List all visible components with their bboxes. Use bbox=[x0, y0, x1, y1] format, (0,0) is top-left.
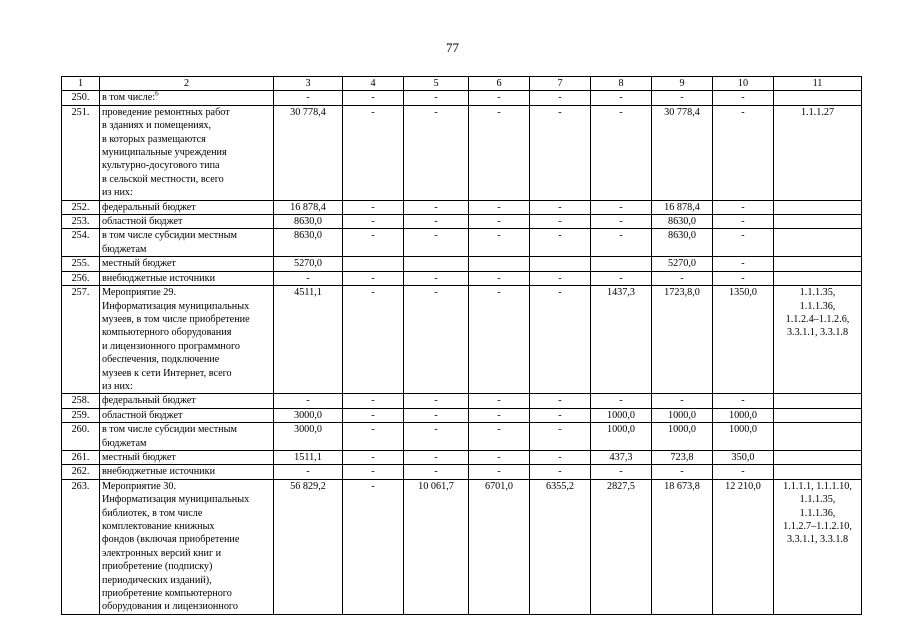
value-cell-col-7: - bbox=[530, 271, 591, 285]
row-number: 261. bbox=[62, 450, 100, 464]
budget-table-container bbox=[61, 76, 861, 615]
column-header-6: 6 bbox=[469, 77, 530, 91]
value-cell-col-8: - bbox=[591, 105, 652, 200]
value-cell-col-3: 8630,0 bbox=[274, 215, 343, 229]
column-header-7: 7 bbox=[530, 77, 591, 91]
value-cell-col-4: - bbox=[343, 423, 404, 451]
value-cell-col-7: - bbox=[530, 423, 591, 451]
value-cell-col-10: - bbox=[713, 215, 774, 229]
value-cell-col-5: - bbox=[404, 394, 469, 408]
value-cell-col-8: 1437,3 bbox=[591, 286, 652, 394]
value-cell-col-4: - bbox=[343, 450, 404, 464]
row-number: 263. bbox=[62, 479, 100, 614]
value-cell-col-3: - bbox=[274, 91, 343, 105]
value-cell-col-4: - bbox=[343, 200, 404, 214]
column-header-4: 4 bbox=[343, 77, 404, 91]
table-row bbox=[62, 286, 862, 394]
value-cell-col-5: - bbox=[404, 215, 469, 229]
header-row bbox=[62, 77, 862, 91]
row-number: 259. bbox=[62, 408, 100, 422]
value-cell-col-9: - bbox=[652, 465, 713, 479]
row-name-text: в том числе: bbox=[102, 92, 156, 104]
row-name bbox=[100, 450, 274, 464]
value-cell-col-6: - bbox=[469, 450, 530, 464]
table-row bbox=[62, 394, 862, 408]
indicator-codes bbox=[774, 271, 862, 285]
value-cell-col-4: - bbox=[343, 271, 404, 285]
value-cell-col-10: - bbox=[713, 394, 774, 408]
value-cell-col-4 bbox=[343, 257, 404, 271]
value-cell-col-6: - bbox=[469, 394, 530, 408]
value-cell-col-6: - bbox=[469, 286, 530, 394]
value-cell-col-3: 56 829,2 bbox=[274, 479, 343, 614]
value-cell-col-6: - bbox=[469, 465, 530, 479]
table-row bbox=[62, 271, 862, 285]
table-row bbox=[62, 257, 862, 271]
value-cell-col-5: - bbox=[404, 423, 469, 451]
value-cell-col-9: 16 878,4 bbox=[652, 200, 713, 214]
column-header-3: 3 bbox=[274, 77, 343, 91]
value-cell-col-5: 10 061,7 bbox=[404, 479, 469, 614]
value-cell-col-4: - bbox=[343, 229, 404, 257]
value-cell-col-9: 5270,0 bbox=[652, 257, 713, 271]
column-header-10: 10 bbox=[713, 77, 774, 91]
value-cell-col-7: 6355,2 bbox=[530, 479, 591, 614]
value-cell-col-8: - bbox=[591, 91, 652, 105]
row-name-text: Мероприятие 30. Информатизация муниципальных библиотек, в том числе комплектование книжных фондов (включая приобретение электронных версий книг и приобретение (подписку) периодических изданий), приобретение компьютерного оборудования и лицензионного bbox=[102, 480, 250, 613]
column-header-1: 1 bbox=[62, 77, 100, 91]
value-cell-col-8: 2827,5 bbox=[591, 479, 652, 614]
value-cell-col-10: 12 210,0 bbox=[713, 479, 774, 614]
value-cell-col-6: - bbox=[469, 91, 530, 105]
value-cell-col-6: - bbox=[469, 215, 530, 229]
value-cell-col-3: 30 778,4 bbox=[274, 105, 343, 200]
value-cell-col-7: - bbox=[530, 215, 591, 229]
indicator-codes bbox=[774, 465, 862, 479]
value-cell-col-8: - bbox=[591, 200, 652, 214]
indicator-codes bbox=[774, 450, 862, 464]
value-cell-col-6: - bbox=[469, 105, 530, 200]
value-cell-col-6: - bbox=[469, 200, 530, 214]
row-number: 262. bbox=[62, 465, 100, 479]
value-cell-col-4: - bbox=[343, 215, 404, 229]
footnote-marker: 6 bbox=[155, 90, 159, 99]
table-row bbox=[62, 465, 862, 479]
value-cell-col-9: 8630,0 bbox=[652, 215, 713, 229]
value-cell-col-9: - bbox=[652, 271, 713, 285]
value-cell-col-9: 723,8 bbox=[652, 450, 713, 464]
budget-table bbox=[61, 76, 862, 615]
value-cell-col-5: - bbox=[404, 229, 469, 257]
row-name bbox=[100, 271, 274, 285]
value-cell-col-6: - bbox=[469, 229, 530, 257]
row-name bbox=[100, 200, 274, 214]
row-name bbox=[100, 215, 274, 229]
value-cell-col-3: - bbox=[274, 271, 343, 285]
value-cell-col-9: - bbox=[652, 91, 713, 105]
value-cell-col-5: - bbox=[404, 200, 469, 214]
value-cell-col-8: 437,3 bbox=[591, 450, 652, 464]
row-name-text: областной бюджет bbox=[102, 216, 183, 228]
row-name bbox=[100, 479, 274, 614]
value-cell-col-10: - bbox=[713, 465, 774, 479]
value-cell-col-3: 1511,1 bbox=[274, 450, 343, 464]
value-cell-col-10: - bbox=[713, 257, 774, 271]
indicator-codes: 1.1.1.1, 1.1.1.10, 1.1.1.35, 1.1.1.36, 1.1.2.7–1.1.2.10, 3.3.1.1, 3.3.1.8 bbox=[774, 479, 862, 614]
value-cell-col-7: - bbox=[530, 200, 591, 214]
value-cell-col-5 bbox=[404, 257, 469, 271]
value-cell-col-8: 1000,0 bbox=[591, 423, 652, 451]
indicator-codes bbox=[774, 215, 862, 229]
value-cell-col-3: 16 878,4 bbox=[274, 200, 343, 214]
row-name-text: федеральный бюджет bbox=[102, 395, 196, 407]
column-header-11: 11 bbox=[774, 77, 862, 91]
indicator-codes bbox=[774, 394, 862, 408]
row-name bbox=[100, 257, 274, 271]
value-cell-col-7: - bbox=[530, 465, 591, 479]
value-cell-col-7: - bbox=[530, 394, 591, 408]
row-number: 252. bbox=[62, 200, 100, 214]
row-number: 251. bbox=[62, 105, 100, 200]
row-name bbox=[100, 105, 274, 200]
value-cell-col-9: 1723,8,0 bbox=[652, 286, 713, 394]
table-row bbox=[62, 479, 862, 614]
table-row bbox=[62, 91, 862, 105]
row-number: 260. bbox=[62, 423, 100, 451]
indicator-codes bbox=[774, 423, 862, 451]
row-name-text: областной бюджет bbox=[102, 409, 183, 421]
value-cell-col-9: - bbox=[652, 394, 713, 408]
value-cell-col-4: - bbox=[343, 91, 404, 105]
row-name-text: внебюджетные источники bbox=[102, 272, 216, 284]
column-header-8: 8 bbox=[591, 77, 652, 91]
value-cell-col-3: - bbox=[274, 465, 343, 479]
value-cell-col-6: - bbox=[469, 423, 530, 451]
value-cell-col-8: 1000,0 bbox=[591, 408, 652, 422]
value-cell-col-7: - bbox=[530, 450, 591, 464]
value-cell-col-5: - bbox=[404, 271, 469, 285]
row-number: 257. bbox=[62, 286, 100, 394]
row-name-text: местный бюджет bbox=[102, 258, 176, 270]
value-cell-col-5: - bbox=[404, 450, 469, 464]
table-row bbox=[62, 408, 862, 422]
value-cell-col-10: 1000,0 bbox=[713, 423, 774, 451]
row-name-text: местный бюджет bbox=[102, 451, 176, 463]
row-name bbox=[100, 408, 274, 422]
value-cell-col-4: - bbox=[343, 408, 404, 422]
value-cell-col-7: - bbox=[530, 91, 591, 105]
value-cell-col-10: 1350,0 bbox=[713, 286, 774, 394]
value-cell-col-6: - bbox=[469, 408, 530, 422]
value-cell-col-8: - bbox=[591, 465, 652, 479]
value-cell-col-3: 8630,0 bbox=[274, 229, 343, 257]
indicator-codes bbox=[774, 91, 862, 105]
value-cell-col-5: - bbox=[404, 286, 469, 394]
table-body bbox=[62, 91, 862, 614]
table-row bbox=[62, 229, 862, 257]
row-number: 258. bbox=[62, 394, 100, 408]
value-cell-col-6: 6701,0 bbox=[469, 479, 530, 614]
table-row bbox=[62, 450, 862, 464]
table-row bbox=[62, 200, 862, 214]
value-cell-col-3: 3000,0 bbox=[274, 408, 343, 422]
row-name bbox=[100, 91, 274, 105]
row-number: 250. bbox=[62, 91, 100, 105]
row-name-text: федеральный бюджет bbox=[102, 201, 196, 213]
row-name bbox=[100, 229, 274, 257]
value-cell-col-8: - bbox=[591, 271, 652, 285]
value-cell-col-9: 1000,0 bbox=[652, 408, 713, 422]
row-name-text: проведение ремонтных работ в зданиях и помещениях, в которых размещаются муниципальные учреждения культурно-досугового типа в сельской местности, всего из них: bbox=[102, 106, 230, 199]
row-name bbox=[100, 423, 274, 451]
value-cell-col-7: - bbox=[530, 229, 591, 257]
column-header-5: 5 bbox=[404, 77, 469, 91]
value-cell-col-5: - bbox=[404, 465, 469, 479]
value-cell-col-7: - bbox=[530, 105, 591, 200]
row-name-text: Мероприятие 29. Информатизация муниципальных музеев, в том числе приобретение компьютерного оборудования и лицензионного программного обеспечения, подключение музеев к сети Интернет, всего из них: bbox=[102, 287, 250, 392]
row-name-text: в том числе субсидии местным бюджетам bbox=[102, 230, 237, 255]
row-number: 253. bbox=[62, 215, 100, 229]
column-header-2: 2 bbox=[100, 77, 274, 91]
indicator-codes: 1.1.1.35, 1.1.1.36, 1.1.2.4–1.1.2.6, 3.3.1.1, 3.3.1.8 bbox=[774, 286, 862, 394]
row-number: 254. bbox=[62, 229, 100, 257]
value-cell-col-9: 8630,0 bbox=[652, 229, 713, 257]
row-name-text: внебюджетные источники bbox=[102, 466, 216, 478]
value-cell-col-10: - bbox=[713, 271, 774, 285]
value-cell-col-4: - bbox=[343, 479, 404, 614]
indicator-codes bbox=[774, 200, 862, 214]
value-cell-col-10: - bbox=[713, 105, 774, 200]
indicator-codes: 1.1.1.27 bbox=[774, 105, 862, 200]
table-row bbox=[62, 215, 862, 229]
value-cell-col-10: - bbox=[713, 200, 774, 214]
value-cell-col-10: 1000,0 bbox=[713, 408, 774, 422]
page-number: 77 bbox=[446, 40, 459, 55]
value-cell-col-9: 18 673,8 bbox=[652, 479, 713, 614]
value-cell-col-9: 1000,0 bbox=[652, 423, 713, 451]
indicator-codes bbox=[774, 408, 862, 422]
value-cell-col-7: - bbox=[530, 286, 591, 394]
row-number: 255. bbox=[62, 257, 100, 271]
indicator-codes bbox=[774, 229, 862, 257]
value-cell-col-5: - bbox=[404, 91, 469, 105]
row-name-text: в том числе субсидии местным бюджетам bbox=[102, 424, 237, 449]
value-cell-col-8: - bbox=[591, 394, 652, 408]
row-number: 256. bbox=[62, 271, 100, 285]
value-cell-col-10: - bbox=[713, 229, 774, 257]
value-cell-col-10: 350,0 bbox=[713, 450, 774, 464]
indicator-codes bbox=[774, 257, 862, 271]
value-cell-col-10: - bbox=[713, 91, 774, 105]
value-cell-col-4: - bbox=[343, 105, 404, 200]
value-cell-col-3: 3000,0 bbox=[274, 423, 343, 451]
value-cell-col-4: - bbox=[343, 394, 404, 408]
value-cell-col-3: 4511,1 bbox=[274, 286, 343, 394]
value-cell-col-3: - bbox=[274, 394, 343, 408]
value-cell-col-5: - bbox=[404, 408, 469, 422]
value-cell-col-3: 5270,0 bbox=[274, 257, 343, 271]
table-row bbox=[62, 423, 862, 451]
row-name bbox=[100, 286, 274, 394]
value-cell-col-4: - bbox=[343, 465, 404, 479]
value-cell-col-8 bbox=[591, 257, 652, 271]
value-cell-col-4: - bbox=[343, 286, 404, 394]
value-cell-col-9: 30 778,4 bbox=[652, 105, 713, 200]
value-cell-col-6 bbox=[469, 257, 530, 271]
table-row bbox=[62, 105, 862, 200]
value-cell-col-8: - bbox=[591, 229, 652, 257]
column-header-9: 9 bbox=[652, 77, 713, 91]
value-cell-col-5: - bbox=[404, 105, 469, 200]
value-cell-col-7: - bbox=[530, 408, 591, 422]
value-cell-col-8: - bbox=[591, 215, 652, 229]
row-name bbox=[100, 465, 274, 479]
value-cell-col-7 bbox=[530, 257, 591, 271]
value-cell-col-6: - bbox=[469, 271, 530, 285]
row-name bbox=[100, 394, 274, 408]
